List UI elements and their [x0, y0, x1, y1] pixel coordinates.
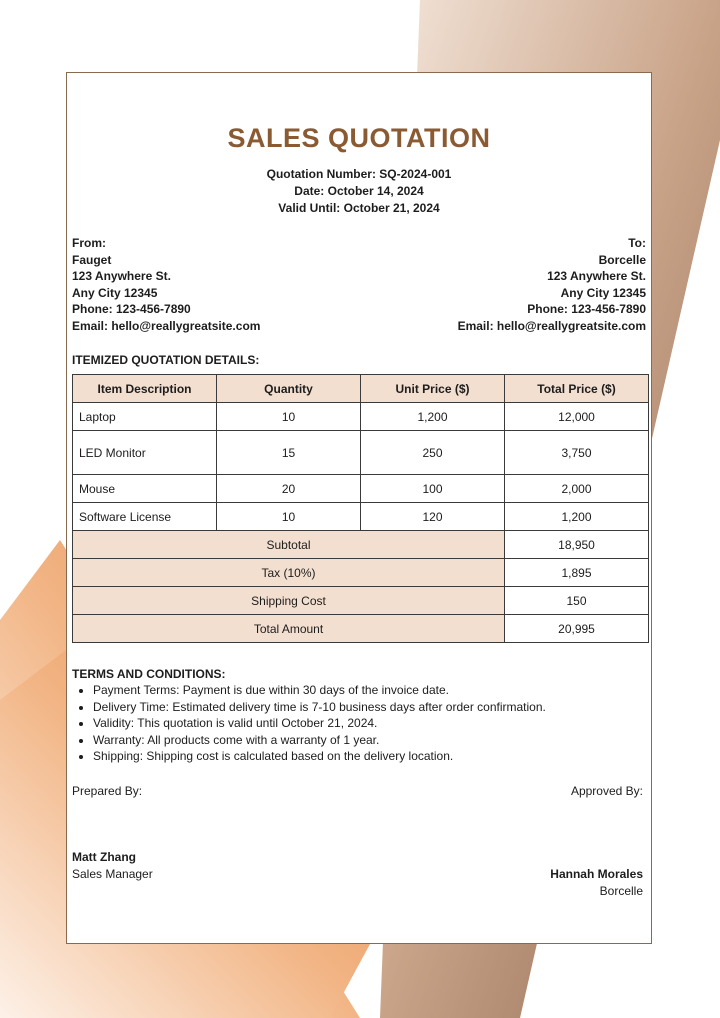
from-label: From: [72, 236, 106, 250]
from-block [72, 235, 260, 334]
to-label: To: [628, 236, 646, 250]
quotation-number: Quotation Number: SQ-2024-001 [266, 167, 452, 181]
from-email: Email: hello@reallygreatsite.com [72, 318, 261, 333]
item-description: Laptop [73, 403, 217, 431]
header-total-price: Total Price ($) [505, 375, 649, 403]
terms-list [72, 682, 653, 765]
quotation-valid-until: Valid Until: October 21, 2024 [278, 201, 440, 215]
item-unit-price: 100 [361, 475, 505, 503]
tax-label: Tax (10%) [73, 559, 505, 587]
item-total: 3,750 [505, 431, 649, 475]
list-item: • Shipping: Shipping cost is calculated based on the delivery location. [93, 748, 653, 765]
shipping-value: 150 [505, 587, 649, 615]
shipping-label: Shipping Cost [73, 587, 505, 615]
items-section-title: ITEMIZED QUOTATION DETAILS: [72, 353, 260, 367]
subtotal-label: Subtotal [73, 531, 505, 559]
from-name: Fauget [72, 252, 112, 267]
header-unit-price: Unit Price ($) [361, 375, 505, 403]
to-city: Any City 12345 [560, 285, 646, 300]
item-total: 1,200 [505, 503, 649, 531]
subtotal-value: 18,950 [505, 531, 649, 559]
item-unit-price: 120 [361, 503, 505, 531]
document-title: SALES QUOTATION [227, 123, 491, 153]
item-description: LED Monitor [73, 431, 217, 475]
from-address: 123 Anywhere St. [72, 269, 171, 283]
to-phone: Phone: 123-456-7890 [527, 302, 646, 316]
from-phone: Phone: 123-456-7890 [72, 302, 191, 316]
approver-org: Borcelle [599, 883, 643, 898]
item-description: Mouse [73, 475, 217, 503]
to-name: Borcelle [598, 252, 646, 267]
item-quantity: 20 [217, 475, 361, 503]
item-unit-price: 250 [361, 431, 505, 475]
summary-row-total [73, 615, 649, 643]
item-total: 12,000 [505, 403, 649, 431]
total-amount-label: Total Amount [73, 615, 505, 643]
to-email: Email: hello@reallygreatsite.com [457, 318, 646, 333]
table-row [73, 503, 649, 531]
summary-row-subtotal [73, 531, 649, 559]
terms-title: TERMS AND CONDITIONS: [72, 667, 226, 681]
total-amount-value: 20,995 [505, 615, 649, 643]
items-table [72, 374, 649, 643]
item-quantity: 15 [217, 431, 361, 475]
quotation-page [66, 72, 652, 944]
list-item: • Validity: This quotation is valid until October 21, 2024. [93, 715, 653, 732]
tax-value: 1,895 [505, 559, 649, 587]
quotation-meta [67, 166, 651, 217]
table-row [73, 431, 649, 475]
preparer-block [72, 849, 153, 882]
approver-name: Hannah Morales [550, 867, 643, 881]
approved-by-label: Approved By: [570, 784, 643, 798]
summary-row-shipping [73, 587, 649, 615]
preparer-title: Sales Manager [72, 866, 153, 881]
to-address: 123 Anywhere St. [547, 269, 646, 283]
table-header-row [73, 375, 649, 403]
quotation-date: Date: October 14, 2024 [294, 184, 424, 198]
to-block [458, 235, 646, 334]
preparer-name: Matt Zhang [72, 850, 136, 864]
table-row [73, 403, 649, 431]
item-description: Software License [73, 503, 217, 531]
summary-row-tax [73, 559, 649, 587]
header-item-description: Item Description [73, 375, 217, 403]
list-item: • Warranty: All products come with a warranty of 1 year. [93, 732, 653, 749]
from-city: Any City 12345 [72, 285, 158, 300]
list-item: • Payment Terms: Payment is due within 30 days of the invoice date. [93, 682, 653, 699]
item-total: 2,000 [505, 475, 649, 503]
item-unit-price: 1,200 [361, 403, 505, 431]
header-quantity: Quantity [217, 375, 361, 403]
table-row [73, 475, 649, 503]
prepared-by-label: Prepared By: [72, 784, 143, 798]
item-quantity: 10 [217, 503, 361, 531]
item-quantity: 10 [217, 403, 361, 431]
approver-block [550, 866, 643, 899]
list-item: • Delivery Time: Estimated delivery time is 7-10 business days after order confirmation. [93, 699, 653, 716]
